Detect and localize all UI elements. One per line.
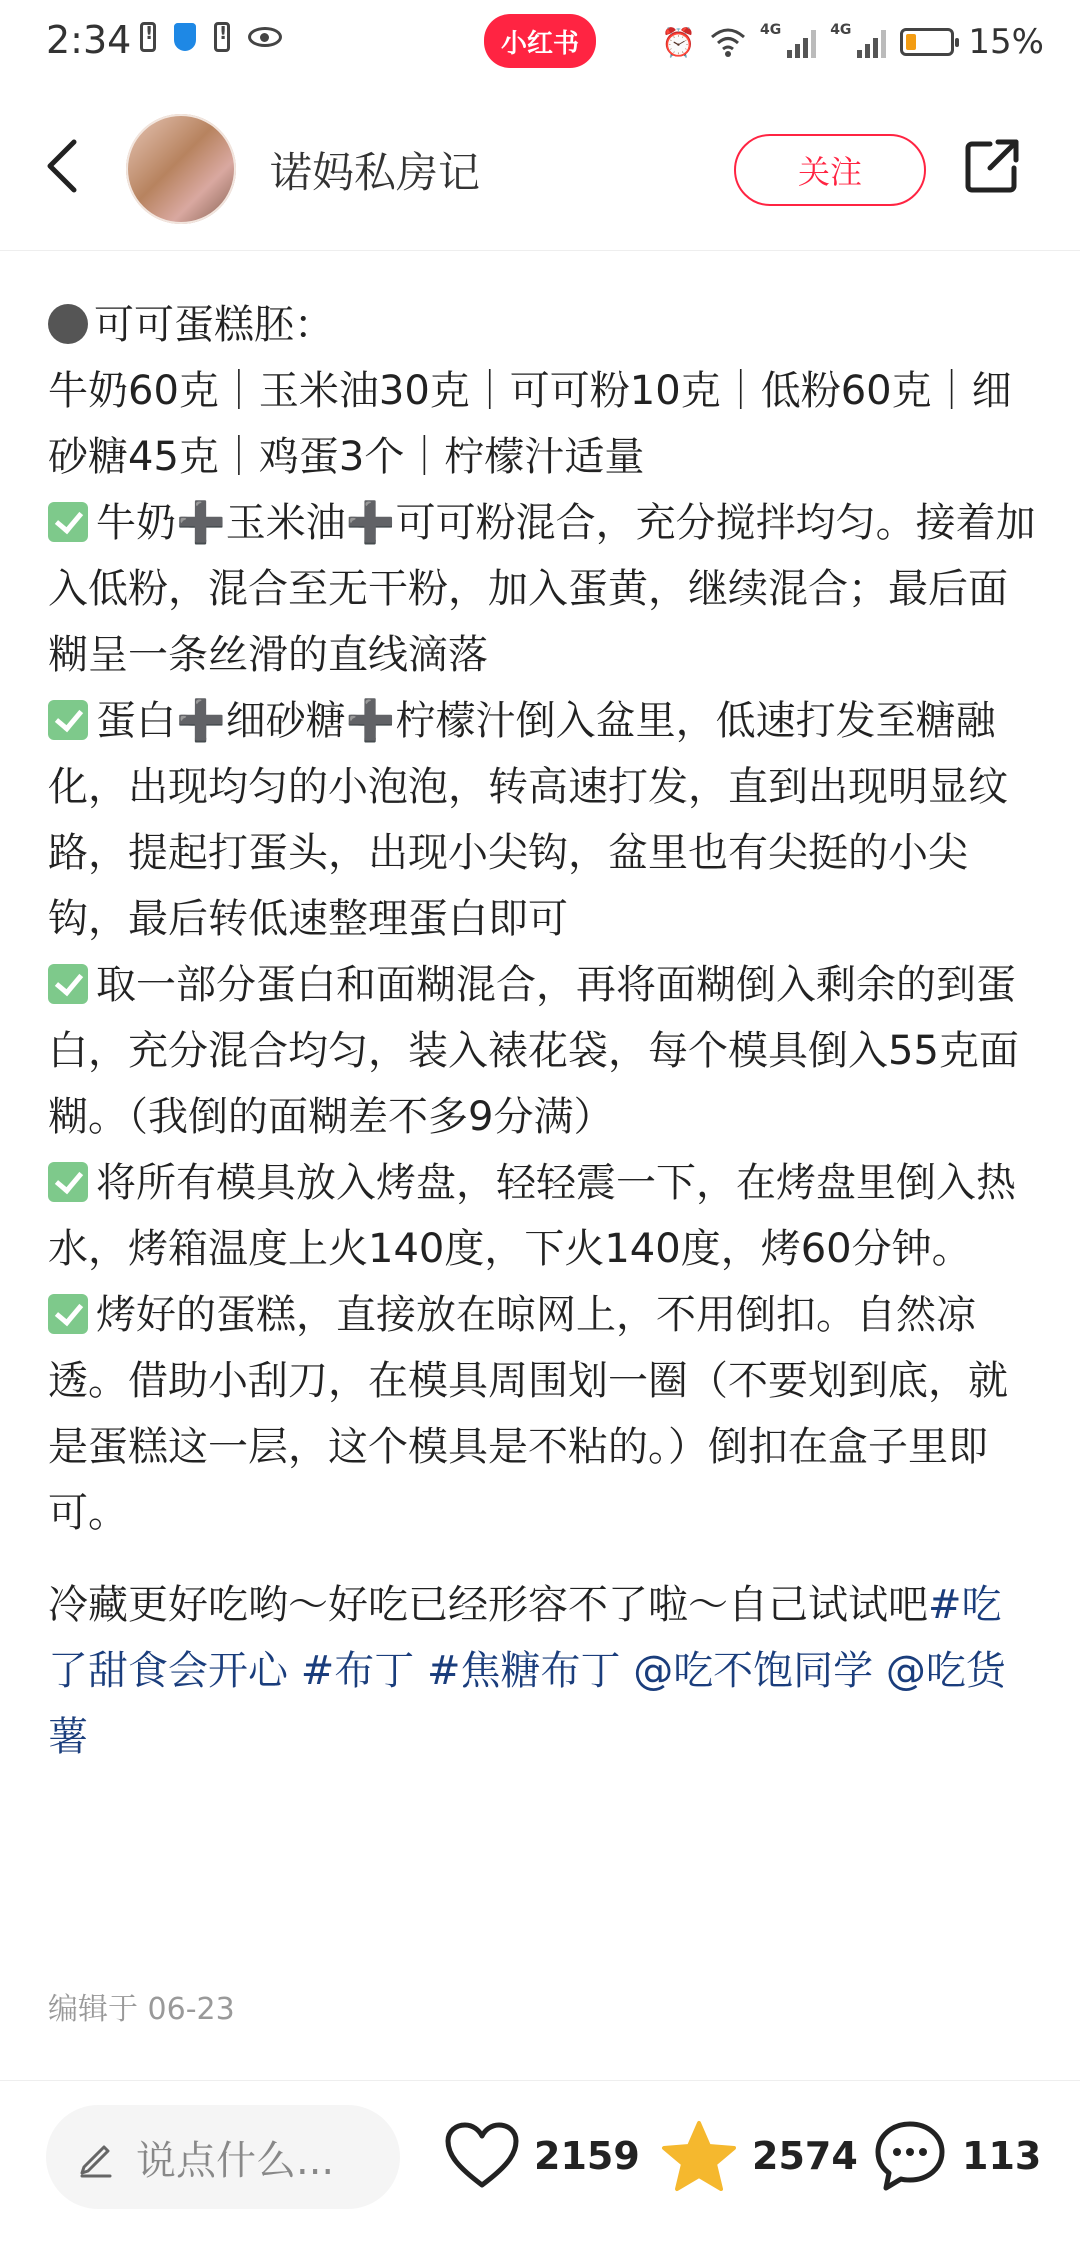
note-header xyxy=(0,90,1080,251)
share-icon[interactable] xyxy=(962,136,1022,196)
notification-icon xyxy=(214,22,230,52)
favorite-count: 2574 xyxy=(752,2134,858,2178)
pen-icon xyxy=(74,2135,118,2179)
hashtag[interactable]: #焦糖布丁 xyxy=(426,1648,621,1694)
comment-bubble-icon xyxy=(872,2118,948,2194)
signal-icon xyxy=(787,26,816,58)
hashtag[interactable]: #吃了甜食会开心 xyxy=(48,1582,1002,1694)
network-label: 4G xyxy=(759,22,782,38)
like-count: 2159 xyxy=(534,2134,640,2178)
mention[interactable]: @吃不饱同学 xyxy=(633,1648,874,1694)
step-paragraph xyxy=(48,688,1038,952)
status-left-icons xyxy=(140,22,282,52)
battery-percent: 15% xyxy=(968,22,1044,62)
comments-button[interactable] xyxy=(872,2111,1041,2201)
status-bar xyxy=(0,0,1080,90)
notification-icon xyxy=(140,22,156,52)
chevron-left-icon[interactable] xyxy=(38,136,88,196)
check-mark-icon xyxy=(48,964,88,1004)
edit-date: 编辑于 06-23 xyxy=(48,1992,235,2027)
hashtag[interactable]: #布丁 xyxy=(300,1648,415,1694)
mention[interactable]: @吃货薯 xyxy=(48,1648,1006,1760)
step-paragraph xyxy=(48,1282,1038,1546)
step-text: 蛋白➕细砂糖➕柠檬汁倒入盆里，低速打发至糖融化，出现均匀的小泡泡，转高速打发，直到出现明显纹路，提起打蛋头，出现小尖钩，盆里也有尖挺的小尖钩，最后转低速整理蛋白即可 xyxy=(48,698,1008,942)
author-name[interactable]: 诺妈私房记 xyxy=(270,148,481,197)
heart-icon xyxy=(444,2121,520,2191)
ingredients-line: 牛奶60克｜玉米油30克｜可可粉10克｜低粉60克｜细砂糖45克｜鸡蛋3个｜柠檬汁适量 xyxy=(48,368,1012,480)
section-heading xyxy=(48,292,1038,358)
closing-paragraph xyxy=(48,1572,1038,1770)
alarm-icon: ⏰ xyxy=(661,25,696,59)
black-circle-icon xyxy=(48,304,88,344)
avatar[interactable] xyxy=(126,114,236,224)
star-icon xyxy=(660,2119,738,2193)
like-button[interactable] xyxy=(444,2111,640,2201)
step-text: 取一部分蛋白和面糊混合，再将面糊倒入剩余的到蛋白，充分混合均匀，装入裱花袋，每个模具倒入55克面糊。（我倒的面糊差不多9分满） xyxy=(48,962,1019,1140)
comment-count: 113 xyxy=(962,2134,1042,2178)
note-body xyxy=(48,200,1038,1770)
comment-placeholder: 说点什么... xyxy=(136,2137,335,2184)
favorite-button[interactable] xyxy=(660,2111,858,2201)
status-time: 2:34 xyxy=(46,18,132,62)
app-logo: 小红书 xyxy=(484,14,596,68)
network-label: 4G xyxy=(830,22,852,38)
check-mark-icon xyxy=(48,700,88,740)
shield-icon xyxy=(174,23,196,51)
comment-input[interactable] xyxy=(46,2105,400,2209)
check-mark-icon xyxy=(48,502,88,542)
step-paragraph xyxy=(48,952,1038,1150)
follow-button[interactable]: 关注 xyxy=(734,134,926,206)
bottom-action-bar xyxy=(0,2080,1080,2245)
step-paragraph xyxy=(48,490,1038,688)
step-text: 将所有模具放入烤盘，轻轻震一下，在烤盘里倒入热水，烤箱温度上火140度，下火140度，烤60分钟。 xyxy=(48,1160,1016,1272)
section-heading-text: 可可蛋糕胚： xyxy=(94,302,334,348)
wifi-icon xyxy=(710,27,746,57)
closing-text: 冷藏更好吃哟～好吃已经形容不了啦～自己试试吧 xyxy=(48,1582,928,1628)
eye-icon xyxy=(248,27,282,47)
check-mark-icon xyxy=(48,1162,88,1202)
check-mark-icon xyxy=(48,1294,88,1334)
signal-icon xyxy=(857,26,886,58)
battery-icon xyxy=(900,28,954,56)
step-paragraph xyxy=(48,1150,1038,1282)
step-text: 烤好的蛋糕，直接放在晾网上，不用倒扣。自然凉透。借助小刮刀，在模具周围划一圈（不要划到底，就是蛋糕这一层，这个模具是不粘的。）倒扣在盒子里即可。 xyxy=(48,1292,1008,1536)
status-right-icons xyxy=(661,22,1044,62)
step-text: 牛奶➕玉米油➕可可粉混合，充分搅拌均匀。接着加入低粉，混合至无干粉，加入蛋黄，继续混合；最后面糊呈一条丝滑的直线滴落 xyxy=(48,500,1036,678)
